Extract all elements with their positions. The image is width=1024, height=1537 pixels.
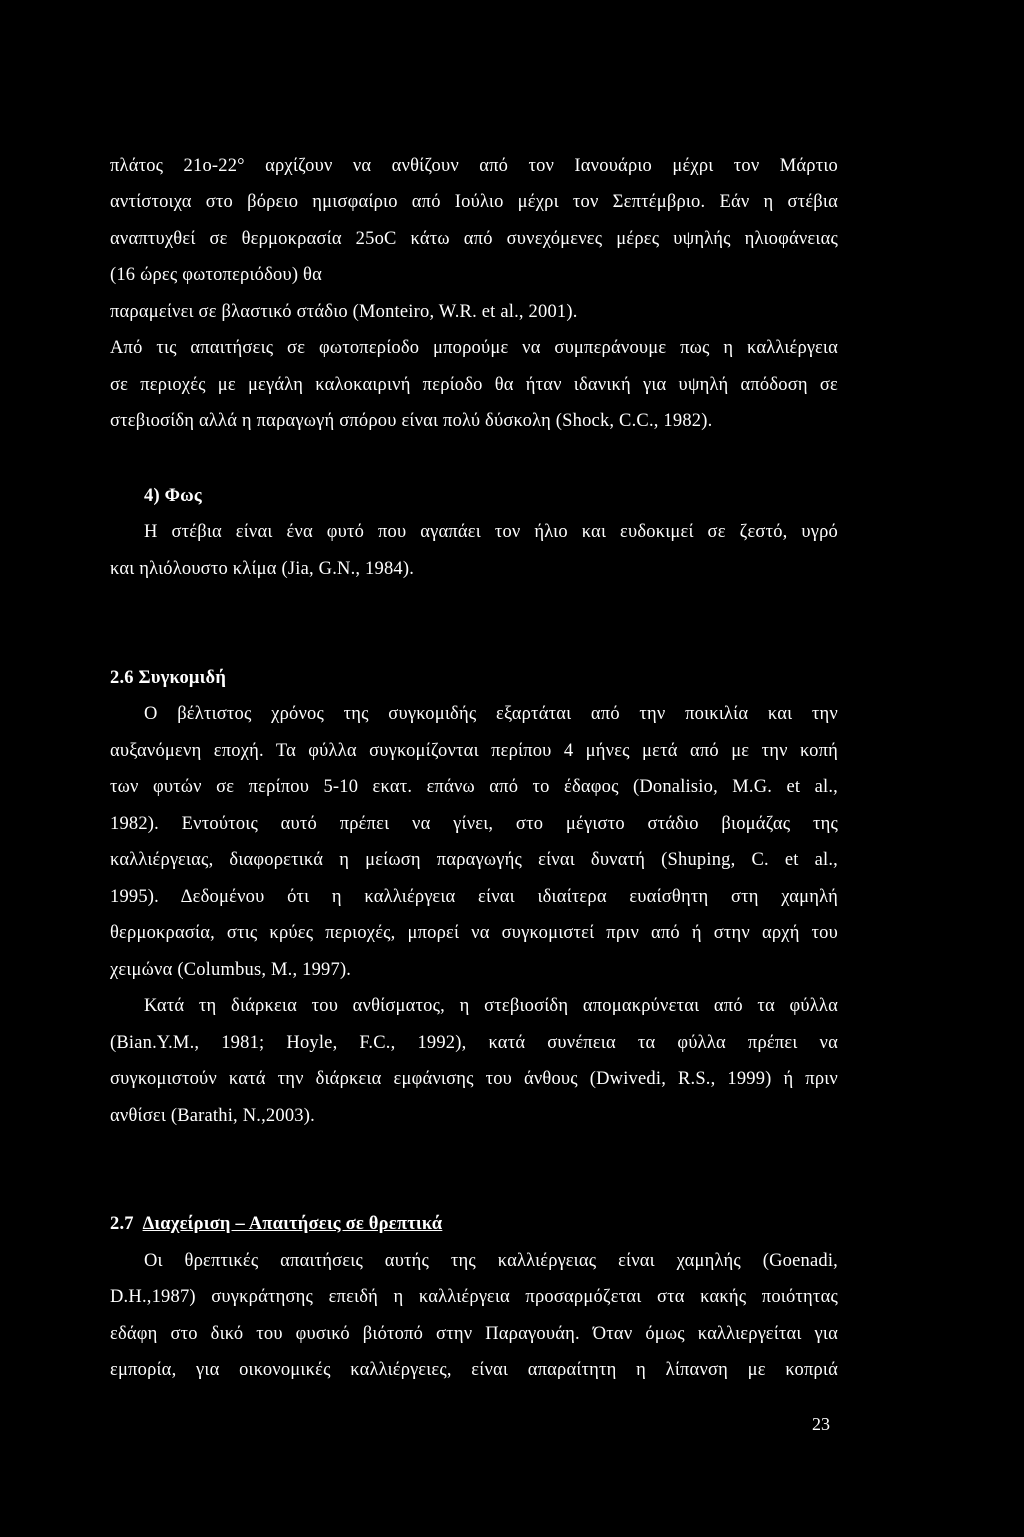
- text-line: Από τις απαιτήσεις σε φωτοπερίοδο μπορούμε να συμπεράνουμε πως η καλλιέργεια: [110, 338, 838, 358]
- text-line: Ο βέλτιστος χρόνος της συγκομιδής εξαρτάται από την ποικιλία και την: [144, 704, 838, 724]
- text-line: εδάφη στο δικό του φυσικό βιότοπό στην Παραγουάη. Όταν όμως καλλιεργείται για: [110, 1324, 838, 1344]
- section-heading-harvest: 2.6 Συγκομιδή: [110, 668, 227, 688]
- text-line: εμπορία, για οικονομικές καλλιέργειες, είναι απαραίτητη η λίπανση με κοπριά: [110, 1360, 838, 1380]
- page-number: 23: [812, 1414, 830, 1434]
- text-line: χειμώνα (Columbus, M., 1997).: [110, 960, 352, 980]
- text-line: 1982). Εντούτοις αυτό πρέπει να γίνει, στο μέγιστο στάδιο βιομάζας της: [110, 814, 838, 834]
- section-number: 2.7: [110, 1214, 134, 1234]
- text-line: (Bian.Y.M., 1981; Hoyle, F.C., 1992), κατά συνέπεια τα φύλλα πρέπει να: [110, 1033, 838, 1053]
- text-line: αντίστοιχα στο βόρειο ημισφαίριο από Ιούλιο μέχρι τον Σεπτέμβριο. Εάν η στέβια: [110, 192, 838, 212]
- text-line: 1995). Δεδομένου ότι η καλλιέργεια είναι ιδιαίτερα ευαίσθητη στη χαμηλή: [110, 887, 838, 907]
- text-line: αναπτυχθεί σε θερμοκρασία 25oC κάτω από συνεχόμενες μέρες υψηλής ηλιοφάνειας: [110, 229, 838, 249]
- text-line: Οι θρεπτικές απαιτήσεις αυτής της καλλιέργειας είναι χαμηλής (Goenadi,: [144, 1251, 838, 1271]
- section-heading-nutrients: [110, 1213, 442, 1235]
- text-line: των φυτών σε περίπου 5-10 εκατ. επάνω από το έδαφος (Donalisio, M.G. et al.,: [110, 777, 838, 797]
- text-line: Κατά τη διάρκεια του ανθίσματος, η στεβιοσίδη απομακρύνεται από τα φύλλα: [144, 996, 838, 1016]
- text-line: πλάτος 21ο-22° αρχίζουν να ανθίζουν από τον Ιανουάριο μέχρι τον Μάρτιο: [110, 156, 838, 176]
- text-line: (16 ώρες φωτοπεριόδου) θα: [110, 265, 322, 285]
- text-line: D.H.,1987) συγκράτησης επειδή η καλλιέργεια προσαρμόζεται στα κακής ποιότητας: [110, 1287, 838, 1307]
- text-line: καλλιέργειας, διαφορετικά η μείωση παραγωγής είναι δυνατή (Shuping, C. et al.,: [110, 850, 838, 870]
- text-line: Η στέβια είναι ένα φυτό που αγαπάει τον ήλιο και ευδοκιμεί σε ζεστό, υγρό: [144, 522, 838, 542]
- text-line: συγκομιστούν κατά την διάρκεια εμφάνισης του άνθους (Dwivedi, R.S., 1999) ή πριν: [110, 1069, 838, 1089]
- text-line: σε περιοχές με μεγάλη καλοκαιρινή περίοδο θα ήταν ιδανική για υψηλή απόδοση σε: [110, 375, 838, 395]
- section-title: Διαχείριση – Απαιτήσεις σε θρεπτικά: [142, 1214, 443, 1234]
- text-line: θερμοκρασία, στις κρύες περιοχές, μπορεί να συγκομιστεί πριν από ή στην αρχή του: [110, 923, 838, 943]
- text-line: ανθίσει (Barathi, N.,2003).: [110, 1106, 315, 1126]
- text-line: παραμείνει σε βλαστικό στάδιο (Monteiro, W.R. et al., 2001).: [110, 302, 578, 322]
- text-line: αυξανόμενη εποχή. Τα φύλλα συγκομίζονται περίπου 4 μήνες μετά από με την κοπή: [110, 741, 838, 761]
- text-line: και ηλιόλουστο κλίμα (Jia, G.N., 1984).: [110, 559, 415, 579]
- section-heading-light: 4) Φως: [144, 486, 202, 506]
- text-line: στεβιοσίδη αλλά η παραγωγή σπόρου είναι πολύ δύσκολη (Shock, C.C., 1982).: [110, 411, 713, 431]
